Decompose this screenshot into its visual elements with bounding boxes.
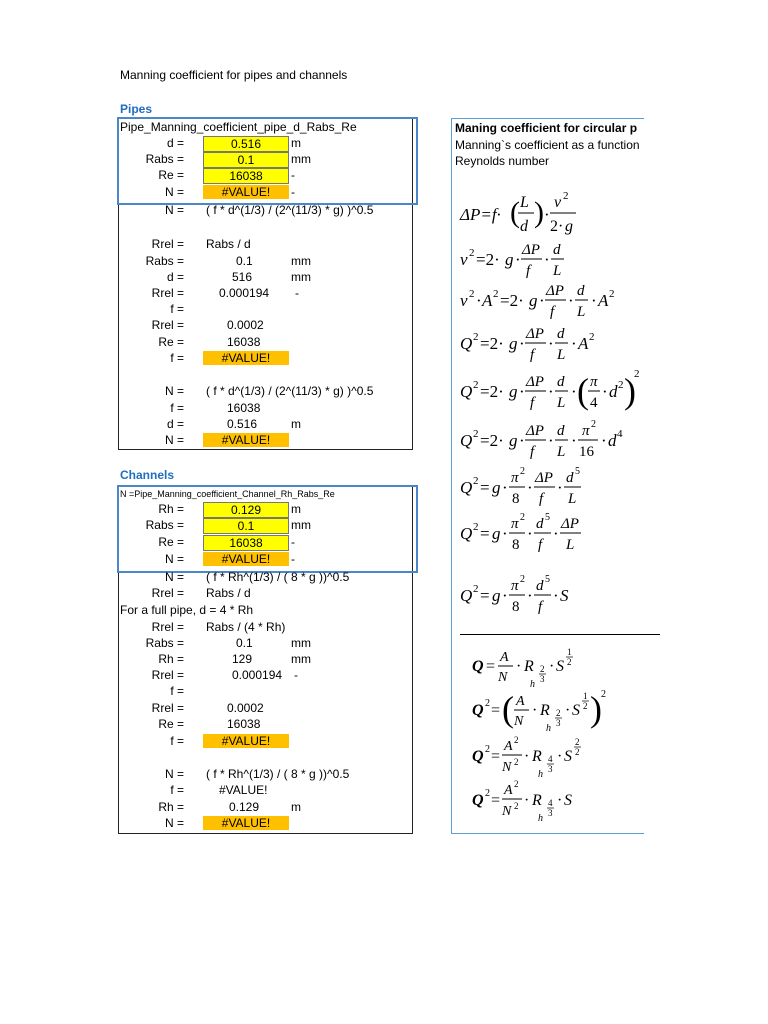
- svg-text:d: d: [520, 218, 528, 235]
- svg-text:·: ·: [502, 524, 508, 543]
- channels-calc-value: 0.000194: [232, 668, 283, 682]
- svg-text:Q: Q: [472, 658, 484, 675]
- channels-calc-label: Rh =: [158, 652, 184, 666]
- svg-text:·: ·: [516, 658, 522, 675]
- equation-flow-squared-2: [458, 367, 644, 423]
- channels-heading: Channels: [120, 468, 175, 482]
- svg-text:h: h: [546, 723, 551, 734]
- channels-final-formula: ( f * Rh^(1/3) / ( 8 * g ))^0.5: [206, 767, 350, 781]
- svg-text:A: A: [504, 739, 513, 754]
- pipes-final-value: 0.516: [227, 417, 258, 431]
- channels-rh-input[interactable]: 0.129: [203, 502, 289, 518]
- pipes-final-formula-label: N =: [164, 384, 184, 398]
- channels-full-pipe-note: For a full pipe, d = 4 * Rh: [120, 603, 254, 617]
- pipes-input-label: d =: [166, 136, 184, 150]
- pipes-calc-label: f =: [170, 351, 184, 365]
- svg-text:2: 2: [473, 379, 479, 391]
- svg-text:L: L: [566, 537, 575, 553]
- svg-text:2: 2: [563, 190, 569, 202]
- svg-text:h: h: [530, 679, 535, 690]
- svg-text:2: 2: [618, 379, 624, 391]
- svg-text:2: 2: [514, 757, 519, 767]
- pipes-re-input[interactable]: 16038: [203, 168, 289, 184]
- svg-text:Q: Q: [472, 702, 484, 719]
- svg-text:3: 3: [548, 764, 553, 774]
- svg-text:π: π: [511, 516, 519, 532]
- svg-text:8: 8: [512, 491, 520, 507]
- page-title: Manning coefficient for pipes and channels: [120, 68, 348, 82]
- svg-text:2: 2: [540, 664, 545, 674]
- svg-text:2: 2: [473, 475, 479, 487]
- channels-final-label: Rh =: [158, 800, 184, 814]
- pipes-f-result[interactable]: #VALUE!: [203, 351, 289, 365]
- svg-text:·: ·: [557, 478, 563, 497]
- svg-text:f: f: [538, 537, 543, 553]
- svg-text:·: ·: [591, 291, 597, 310]
- svg-text:π: π: [511, 470, 519, 486]
- channels-input-unit: m: [291, 502, 301, 516]
- pipes-final-value: 16038: [227, 401, 261, 415]
- channels-input-unit: -: [291, 535, 295, 549]
- svg-text:·: ·: [524, 792, 530, 809]
- channels-final-label: f =: [170, 783, 184, 797]
- pipes-calc-label: Rrel =: [151, 237, 184, 251]
- pipes-calc-label: Rabs =: [145, 254, 184, 268]
- svg-text:S: S: [572, 702, 580, 719]
- channels-n-final-result[interactable]: #VALUE!: [203, 816, 289, 830]
- pipes-input-label: N =: [164, 185, 184, 199]
- pipes-final-label: f =: [170, 401, 184, 415]
- svg-text:·: ·: [502, 586, 508, 605]
- svg-text:Q: Q: [472, 748, 484, 765]
- svg-text:=2·: =2·: [500, 291, 524, 310]
- channels-final-label: N =: [164, 816, 184, 830]
- channels-calc-value: 0.0002: [227, 701, 264, 715]
- pipes-calc-unit: mm: [291, 254, 311, 268]
- svg-text:·: ·: [571, 431, 577, 450]
- equation-flow-squared-6: [458, 571, 638, 621]
- svg-text:2: 2: [485, 788, 490, 799]
- svg-text:ΔP: ΔP: [526, 423, 544, 439]
- channels-calc-label: Rrel =: [151, 701, 184, 715]
- pipes-final-label: d =: [166, 417, 184, 431]
- svg-text:): ): [534, 196, 544, 229]
- svg-text:2: 2: [514, 801, 519, 811]
- svg-text:·: ·: [548, 382, 554, 401]
- channels-rrel-label: Rrel =: [151, 586, 184, 600]
- pipes-calc-value: 16038: [227, 335, 261, 349]
- svg-text:(: (: [577, 371, 589, 411]
- channels-calc-unit: -: [294, 668, 298, 682]
- svg-text:N: N: [502, 804, 512, 819]
- svg-text:L: L: [520, 194, 529, 211]
- svg-text:3: 3: [548, 808, 553, 818]
- equation-manning-2: [470, 685, 650, 737]
- svg-text:π: π: [582, 423, 590, 439]
- svg-text:d: d: [577, 283, 585, 299]
- svg-text:d: d: [557, 326, 565, 342]
- svg-text:f: f: [539, 491, 544, 507]
- svg-text:R: R: [532, 748, 542, 765]
- equations-subtitle: Manning`s coefficient as a function: [455, 138, 640, 152]
- svg-text:(: (: [510, 196, 520, 229]
- pipes-calc-value: Rabs / d: [206, 237, 251, 251]
- svg-text:ΔP: ΔP: [535, 470, 553, 486]
- svg-text:N: N: [514, 714, 524, 729]
- svg-text:·: ·: [544, 205, 550, 224]
- svg-text:S: S: [564, 792, 572, 809]
- svg-text:L: L: [568, 491, 577, 507]
- svg-text:N: N: [502, 760, 512, 775]
- svg-text:d: d: [536, 578, 544, 594]
- svg-text:f: f: [530, 347, 535, 363]
- svg-text:·: ·: [565, 702, 571, 719]
- svg-text:g: g: [492, 478, 501, 497]
- equations-subtitle-2: Reynolds number: [455, 154, 550, 168]
- pipes-final-formula: ( f * d^(1/3) / (2^(11/3) * g) )^0.5: [206, 384, 374, 398]
- channels-re-input[interactable]: 16038: [203, 535, 289, 551]
- svg-text:Q: Q: [460, 334, 473, 353]
- pipes-calc-label: Re =: [158, 335, 184, 349]
- equation-flow-squared-4: [458, 463, 638, 513]
- pipes-input-label: Rabs =: [145, 152, 184, 166]
- equation-flow-squared-1: [458, 323, 638, 367]
- pipes-calc-value: 0.000194: [219, 286, 270, 300]
- svg-text:R: R: [532, 792, 542, 809]
- svg-text:·: ·: [539, 291, 545, 310]
- equation-manning-3: [470, 733, 640, 781]
- pipes-heading: Pipes: [120, 102, 153, 116]
- svg-text:A: A: [482, 291, 493, 310]
- svg-text:=2·: =2·: [476, 250, 500, 269]
- pipes-calc-label: Rrel =: [151, 318, 184, 332]
- pipes-formula-label: N =: [164, 203, 184, 217]
- equation-pressure-drop: [458, 187, 638, 239]
- equations-panel: [451, 118, 644, 834]
- svg-text:·: ·: [519, 382, 525, 401]
- pipes-n-formula: ( f * d^(1/3) / (2^(11/3) * g) )^0.5: [206, 203, 374, 217]
- svg-text:f: f: [530, 444, 535, 460]
- svg-text:·: ·: [524, 748, 530, 765]
- svg-text:2: 2: [473, 428, 479, 440]
- channels-calc-value: 16038: [227, 717, 261, 731]
- pipes-n-result[interactable]: #VALUE!: [203, 185, 289, 199]
- svg-text:Q: Q: [460, 382, 473, 401]
- svg-text:·: ·: [557, 792, 563, 809]
- svg-text:=: =: [486, 658, 496, 675]
- svg-text:·: ·: [571, 382, 577, 401]
- equation-flow-squared-3: [458, 419, 638, 465]
- svg-text:2: 2: [485, 744, 490, 755]
- svg-text:=2·: =2·: [480, 382, 504, 401]
- svg-text:g: g: [509, 382, 518, 401]
- svg-text:3: 3: [556, 718, 561, 728]
- svg-text:·: ·: [544, 250, 550, 269]
- svg-text:): ): [590, 689, 602, 729]
- channels-input-label: Re =: [158, 535, 184, 549]
- svg-text:Q: Q: [460, 586, 473, 605]
- svg-text:4: 4: [617, 428, 623, 440]
- channels-calc-value: 0.1: [236, 636, 253, 650]
- channels-input-label: N =: [164, 552, 184, 566]
- channels-calc-label: f =: [170, 734, 184, 748]
- svg-text:·: ·: [557, 748, 563, 765]
- svg-text:·: ·: [527, 478, 533, 497]
- svg-text:d: d: [557, 374, 565, 390]
- pipes-calc-value: 516: [232, 270, 253, 284]
- pipes-final-unit: m: [291, 417, 301, 431]
- svg-text:·: ·: [553, 586, 559, 605]
- svg-text:2: 2: [583, 701, 588, 711]
- svg-text:Q: Q: [460, 524, 473, 543]
- svg-text:2: 2: [589, 331, 595, 343]
- svg-text:4: 4: [548, 754, 553, 764]
- svg-text:Q: Q: [460, 478, 473, 497]
- svg-text:g: g: [505, 250, 514, 269]
- svg-text:2: 2: [520, 466, 525, 477]
- svg-text:d: d: [608, 431, 617, 450]
- channels-input-unit: mm: [291, 518, 311, 532]
- pipes-calc-label: f =: [170, 302, 184, 316]
- svg-text:2: 2: [601, 689, 606, 700]
- svg-text:=2·: =2·: [480, 334, 504, 353]
- svg-text:·: ·: [515, 250, 521, 269]
- channels-f-result[interactable]: #VALUE!: [203, 734, 289, 748]
- svg-text:16: 16: [579, 444, 594, 460]
- svg-text:Q: Q: [472, 792, 484, 809]
- pipes-final-label: N =: [164, 433, 184, 447]
- channels-final-unit: m: [291, 800, 301, 814]
- channels-final-value: #VALUE!: [219, 783, 268, 797]
- svg-text:5: 5: [545, 512, 550, 523]
- pipes-input-unit: -: [291, 185, 295, 199]
- svg-text:S: S: [556, 658, 564, 675]
- channels-calc-label: Rabs =: [145, 636, 184, 650]
- svg-text:g: g: [509, 334, 518, 353]
- svg-text:g: g: [565, 218, 573, 235]
- equation-flow-squared-5: [458, 509, 638, 559]
- svg-text:5: 5: [575, 466, 580, 477]
- svg-text:L: L: [577, 304, 586, 320]
- pipes-calc-value: 0.0002: [227, 318, 264, 332]
- equation-velocity-area: [458, 282, 638, 324]
- svg-text:=: =: [491, 748, 501, 765]
- svg-text:2: 2: [514, 779, 519, 789]
- svg-text:ΔP: ΔP: [522, 242, 540, 258]
- channels-rabs-input[interactable]: 0.1: [203, 518, 289, 534]
- pipes-input-unit: m: [291, 136, 301, 150]
- svg-text:·: ·: [519, 334, 525, 353]
- svg-text:h: h: [538, 813, 543, 824]
- svg-text:2: 2: [469, 247, 475, 259]
- svg-text:d: d: [536, 516, 544, 532]
- svg-text:·: ·: [527, 524, 533, 543]
- svg-text:=2·: =2·: [480, 431, 504, 450]
- svg-text:g: g: [529, 291, 538, 310]
- svg-text:=: =: [480, 478, 490, 497]
- svg-text:S: S: [564, 748, 572, 765]
- svg-text:f: f: [538, 599, 543, 615]
- svg-text:L: L: [557, 347, 566, 363]
- svg-text:f: f: [526, 263, 531, 279]
- pipes-n-final-result[interactable]: #VALUE!: [203, 433, 289, 447]
- svg-text:ΔP: ΔP: [526, 326, 544, 342]
- channels-formula-label: N =: [164, 570, 184, 584]
- svg-text:v: v: [460, 250, 468, 269]
- svg-text:2: 2: [520, 574, 525, 585]
- svg-text:ΔP: ΔP: [526, 374, 544, 390]
- pipes-input-unit: mm: [291, 152, 311, 166]
- svg-text:g: g: [492, 524, 501, 543]
- svg-text:π: π: [590, 374, 598, 390]
- svg-text:f: f: [530, 395, 535, 411]
- svg-text:(: (: [502, 689, 514, 729]
- svg-text:ΔP=f·: ΔP=f·: [460, 205, 501, 224]
- svg-text:·: ·: [571, 334, 577, 353]
- channels-final-formula-label: N =: [164, 767, 184, 781]
- svg-text:f: f: [550, 304, 555, 320]
- equation-manning-4: [470, 777, 640, 825]
- svg-text:=: =: [491, 792, 501, 809]
- svg-text:2: 2: [485, 698, 490, 709]
- svg-text:2: 2: [473, 583, 479, 595]
- svg-text:π: π: [511, 578, 519, 594]
- svg-text:·: ·: [532, 702, 538, 719]
- svg-text:·: ·: [476, 291, 482, 310]
- svg-text:ΔP: ΔP: [561, 516, 579, 532]
- svg-text:A: A: [516, 694, 525, 709]
- svg-text:·: ·: [548, 431, 554, 450]
- svg-text:=: =: [480, 586, 490, 605]
- svg-text:4: 4: [548, 798, 553, 808]
- svg-text:g: g: [492, 586, 501, 605]
- svg-text:Q: Q: [460, 431, 473, 450]
- pipes-calc-value: 0.1: [236, 254, 253, 268]
- svg-text:·: ·: [548, 334, 554, 353]
- svg-text:S: S: [560, 586, 569, 605]
- svg-text:v: v: [554, 194, 562, 211]
- pipes-calc-unit: -: [295, 286, 299, 300]
- svg-text:L: L: [557, 395, 566, 411]
- svg-text:·: ·: [553, 524, 559, 543]
- svg-text:2: 2: [567, 657, 572, 667]
- svg-text:2: 2: [514, 735, 519, 745]
- svg-text:·: ·: [502, 478, 508, 497]
- channels-calc-label: Re =: [158, 717, 184, 731]
- svg-text:2: 2: [634, 368, 640, 380]
- channels-calc-label: Rrel =: [151, 620, 184, 634]
- svg-text:·: ·: [527, 586, 533, 605]
- pipes-input-label: Re =: [158, 168, 184, 182]
- channels-n-result[interactable]: #VALUE!: [203, 552, 289, 566]
- svg-text:A: A: [578, 334, 589, 353]
- svg-text:2: 2: [473, 521, 479, 533]
- svg-text:4: 4: [590, 395, 598, 411]
- svg-text:·: ·: [602, 382, 608, 401]
- svg-text:8: 8: [512, 537, 520, 553]
- svg-text:R: R: [524, 658, 534, 675]
- svg-text:2: 2: [609, 288, 615, 300]
- svg-text:L: L: [553, 263, 562, 279]
- svg-text:R: R: [540, 702, 550, 719]
- svg-text:2: 2: [469, 288, 475, 300]
- channels-calc-unit: mm: [291, 652, 311, 666]
- svg-text:2: 2: [473, 331, 479, 343]
- svg-text:8: 8: [512, 599, 520, 615]
- svg-text:2: 2: [575, 747, 580, 757]
- pipes-calc-label: Rrel =: [151, 286, 184, 300]
- channels-calc-label: f =: [170, 684, 184, 698]
- svg-text:g: g: [509, 431, 518, 450]
- channels-calc-label: Rrel =: [151, 668, 184, 682]
- svg-text:L: L: [557, 444, 566, 460]
- pipes-calc-label: d =: [166, 270, 184, 284]
- svg-text:v: v: [460, 291, 468, 310]
- svg-text:2: 2: [575, 737, 580, 747]
- svg-text:N: N: [498, 670, 508, 685]
- svg-text:1: 1: [583, 691, 588, 701]
- svg-text:2: 2: [520, 512, 525, 523]
- svg-text:2: 2: [591, 419, 596, 430]
- svg-text:1: 1: [567, 647, 572, 657]
- svg-text:d: d: [609, 382, 618, 401]
- equations-divider: [460, 634, 660, 635]
- channels-n-formula: ( f * Rh^(1/3) / ( 8 * g ))^0.5: [206, 570, 350, 584]
- svg-text:·: ·: [601, 431, 607, 450]
- equation-velocity: [458, 241, 638, 283]
- svg-text:A: A: [598, 291, 609, 310]
- channels-input-label: Rh =: [158, 502, 184, 516]
- svg-text:5: 5: [545, 574, 550, 585]
- channels-calc-value: Rabs / (4 * Rh): [206, 620, 286, 634]
- svg-text:2·: 2·: [550, 218, 564, 235]
- channels-calc-unit: mm: [291, 636, 311, 650]
- channels-input-unit: -: [291, 552, 295, 566]
- svg-text:d: d: [557, 423, 565, 439]
- pipes-function-name: Pipe_Manning_coefficient_pipe_d_Rabs_Re: [120, 120, 357, 134]
- channels-rrel-value: Rabs / d: [206, 586, 251, 600]
- svg-text:d: d: [553, 242, 561, 258]
- channels-function-name: N =Pipe_Manning_coefficient_Channel_Rh_Rabs_Re: [120, 489, 335, 499]
- equations-heading: Maning coefficient for circular p: [455, 121, 638, 135]
- channels-calc-value: 129: [232, 652, 253, 666]
- svg-text:h: h: [538, 769, 543, 780]
- channels-final-value: 0.129: [229, 800, 260, 814]
- svg-text:d: d: [566, 470, 574, 486]
- svg-text:3: 3: [540, 674, 545, 684]
- svg-text:ΔP: ΔP: [546, 283, 564, 299]
- svg-text:A: A: [500, 650, 509, 665]
- svg-text:=: =: [480, 524, 490, 543]
- svg-text:A: A: [504, 783, 513, 798]
- pipes-d-input[interactable]: 0.516: [203, 136, 289, 152]
- svg-text:=: =: [491, 702, 501, 719]
- pipes-input-unit: -: [291, 168, 295, 182]
- svg-text:2: 2: [493, 288, 499, 300]
- channels-input-label: Rabs =: [145, 518, 184, 532]
- svg-text:·: ·: [549, 658, 555, 675]
- svg-text:·: ·: [568, 291, 574, 310]
- pipes-rabs-input[interactable]: 0.1: [203, 152, 289, 168]
- svg-text:2: 2: [556, 708, 561, 718]
- svg-text:): ): [624, 371, 636, 411]
- pipes-calc-unit: mm: [291, 270, 311, 284]
- svg-text:·: ·: [519, 431, 525, 450]
